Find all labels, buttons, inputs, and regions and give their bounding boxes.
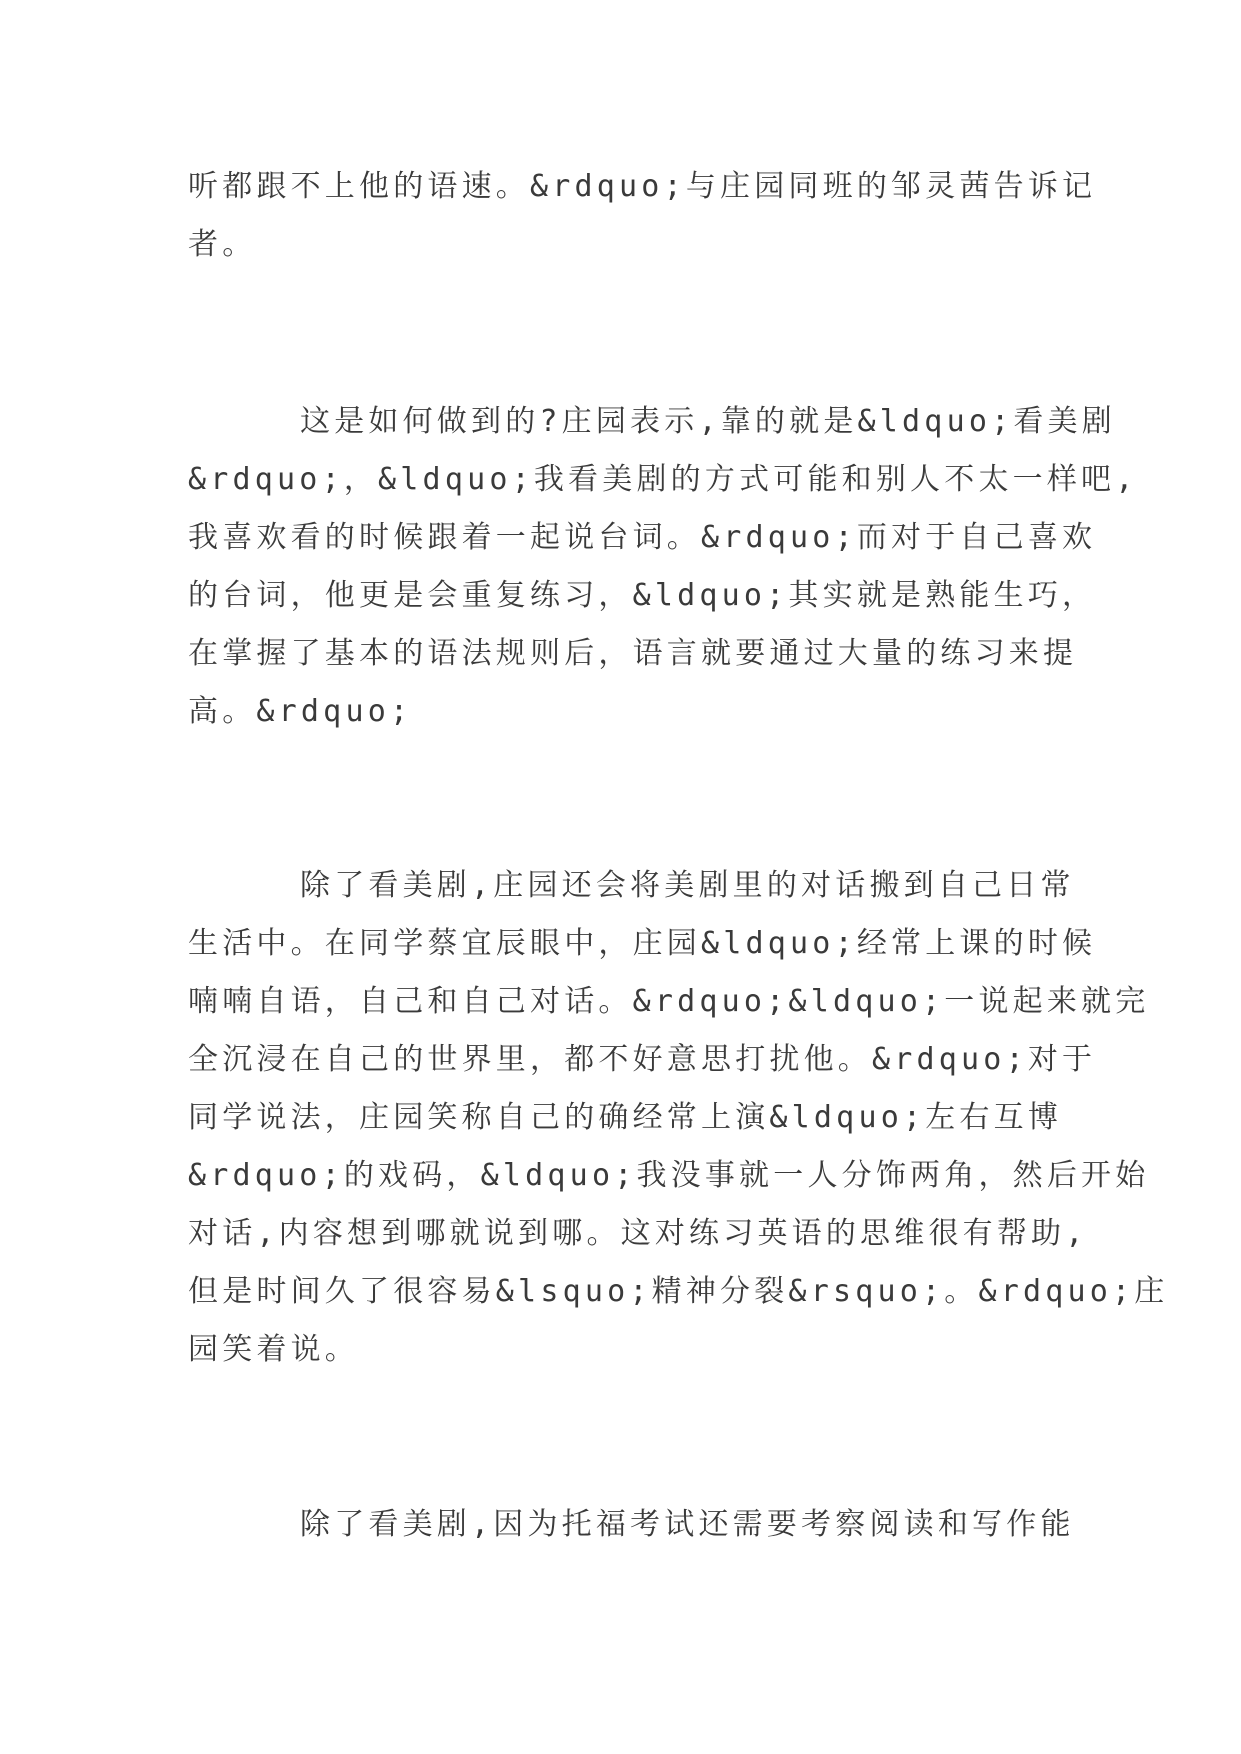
- paragraph-line: 喃喃自语，自己和自己对话。&rdquo;&ldquo;一说起来就完: [188, 984, 1150, 1019]
- paragraph-line: 我喜欢看的时候跟着一起说台词。&rdquo;而对于自己喜欢: [188, 520, 1097, 555]
- paragraph-4: [188, 1496, 1075, 1554]
- paragraph-line: 园笑着说。: [188, 1332, 359, 1367]
- paragraph-line: &rdquo;的戏码，&ldquo;我没事就一人分饰两角，然后开始: [188, 1158, 1150, 1193]
- paragraph-line: 者。: [188, 227, 257, 262]
- paragraph-2: [188, 393, 1138, 741]
- paragraph-line: 同学说法，庄园笑称自己的确经常上演&ldquo;左右互博: [188, 1100, 1063, 1135]
- paragraph-line: 在掌握了基本的语法规则后，语言就要通过大量的练习来提: [188, 636, 1078, 671]
- paragraph-line: 但是时间久了很容易&lsquo;精神分裂&rsquo;。&rdquo;庄: [188, 1274, 1169, 1309]
- paragraph-first-line: 除了看美剧,庄园还会将美剧里的对话搬到自己日常: [300, 868, 1075, 903]
- paragraph-line: 高。&rdquo;: [188, 694, 413, 729]
- paragraph-3: [188, 857, 1169, 1379]
- paragraph-line: 的台词，他更是会重复练习，&ldquo;其实就是熟能生巧，: [188, 578, 1097, 613]
- paragraph-line: 生活中。在同学蔡宜辰眼中，庄园&ldquo;经常上课的时候: [188, 926, 1097, 961]
- paragraph-line: 对话,内容想到哪就说到哪。这对练习英语的思维很有帮助,: [188, 1216, 1088, 1251]
- paragraph-first-line: 这是如何做到的?庄园表示,靠的就是&ldquo;看美剧: [300, 404, 1116, 439]
- paragraph-1: [188, 158, 1097, 274]
- paragraph-line: 全沉浸在自己的世界里，都不好意思打扰他。&rdquo;对于: [188, 1042, 1097, 1077]
- paragraph-line: 听都跟不上他的语速。&rdquo;与庄园同班的邹灵茜告诉记: [188, 169, 1097, 204]
- paragraph-line: &rdquo;，&ldquo;我看美剧的方式可能和别人不太一样吧,: [188, 462, 1138, 497]
- paragraph-first-line: 除了看美剧,因为托福考试还需要考察阅读和写作能: [300, 1507, 1075, 1542]
